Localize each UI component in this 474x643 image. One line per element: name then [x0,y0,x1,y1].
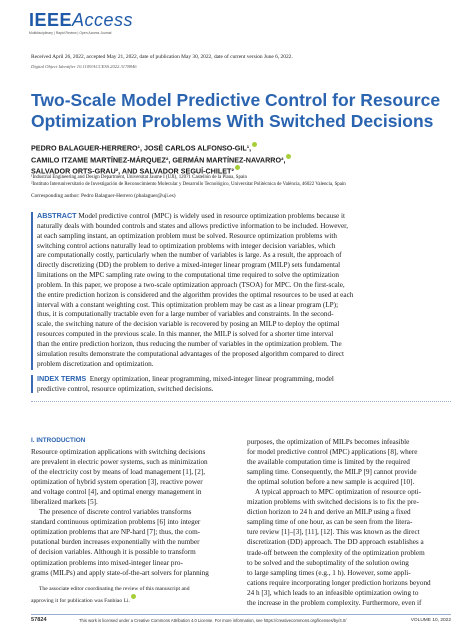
body-line: discretization (DD) approach. The DD approach establishes a [247,538,424,547]
footer-rule [31,614,451,615]
body-line: diction horizon to 24 h and derive an MILP using a fixed [247,508,411,517]
abstract-line: are computationally costly, particularly when the number of variables is large. As a result, the approach of [37,251,342,260]
affiliations [31,175,461,188]
page-number: 57824 [31,617,47,623]
abstract-line: switching control actions naturally lead to optimization problems with integer decision variables, which [37,241,336,250]
abstract-line: at each sampling instant, an optimization problem must be solved. Resource optimization problems with [37,231,338,240]
footer [31,617,451,627]
journal-logo-sub: Access [72,10,134,30]
body-line: cations require incorporating longer prediction horizons beyond [247,578,431,587]
body-line: The presence of discrete control variables transforms [39,508,192,517]
body-line: sampling time. Consequently, the MILP [9] cannot provide [247,468,417,477]
abstract-line: ABSTRACT Model predictive control (MPC) is widely used in resource optimization problems because it [37,211,346,220]
index-terms [37,374,450,395]
abstract-line: resources computed in the previous scale. In this manner, the MILP is solved for a shorter time interval [37,330,334,339]
volume: VOLUME 10, 2022 [410,618,451,623]
body-line: the available computation time is limited by the required [247,458,410,467]
index-terms-heading: INDEX TERMS [37,374,87,383]
corresponding-author: Corresponding author: Pedro Balaguer-Herrero (pbalaguer@uji.es) [31,193,176,199]
author-list [31,142,451,177]
abstract-line: thus, it is computationally tractable even for a large number of variables and constraints. In the second- [37,310,334,319]
body-line: purposes, the optimization of MILPs becomes infeasible [247,438,410,446]
right-column [247,437,451,608]
author-line: CAMILO ITZAME MARTÍNEZ-MÁRQUEZ², GERMÁN MARTÍNEZ-NAVARRO², [31,154,451,166]
body-line: mization problems with switched decisions is to fix the pre- [247,498,419,507]
left-column [31,447,235,578]
body-line: to be solved and the suboptimality of the solution owing [247,558,409,567]
abstract-line: problem discretization and optimization. [37,359,154,368]
body-line: the optimal solution before a new sample is acquired [10]. [247,478,415,487]
body-line: putational burden increases exponentially with the number [31,538,200,547]
body-line: trade-off between the complexity of the optimization problem [247,548,425,557]
index-terms-accent-bar [31,375,33,393]
body-line: optimization problems into mixed-integer linear pro- [31,558,183,567]
abstract-line: than the entire prediction horizon, thus reducing the number of variables in the optimization problem. The [37,339,342,348]
body-line: optimization of hybrid system operation [3], reactive power [31,478,203,487]
publication-dates: Received April 26, 2022, accepted May 21, 2022, date of publication May 30, 2022, date of current version June 6, 2022. [31,54,293,60]
body-line: of decision variables. Although it is possible to transform [31,548,196,557]
body-line: grams (MILPs) and apply state-of-the-art solvers for planning [31,568,209,577]
body-line: sampling time of one hour, as can be seen from the litera- [247,518,413,527]
abstract-line: scale, the switching nature of the decision variable is recovered by posing an MILP to deploy the optimal [37,320,340,329]
affiliation-line: ²Instituto Interuniversitario de Investigación de Reconocimiento Molecular y Desarrollo Tecnológico, Universitat Politècnica de València, 46022 Valencia, Spain [31,181,346,187]
index-terms-line: predictive control, resource optimization, switched decisions. [37,384,214,393]
abstract-line: naturally deals with bounded controls and states and allows predictive information to be included. However, [37,221,349,230]
footnote-line: approving it for publication was Fanbiao Li. [31,594,235,605]
abstract-line: the entire prediction horizon is considered and the algorithm provides the optimal resources to be used at each [37,290,354,299]
body-line: and voltage control [4], and optimal energy management in [31,488,202,497]
body-line: 24 h [3], which leads to an infeasible optimization owing to [247,588,419,597]
orcid-icon[interactable] [131,594,136,599]
body-line: Resource optimization applications with switching decisions [31,448,206,456]
doi: Digital Object Identifier 10.1109/ACCESS.2022.3178846 [31,64,137,69]
body-line: standard continuous optimization problems [6] into integer [31,518,201,527]
body-line: A typical approach to MPC optimization of resource opti- [255,488,422,497]
section-divider [31,401,451,402]
orcid-icon[interactable] [286,154,291,159]
abstract [37,211,450,370]
abstract-heading: ABSTRACT [37,211,77,220]
abstract-line: problem. In this paper, we propose a two-scale optimization approach (TSOA) for MPC. On the first-scale, [37,280,345,289]
abstract-line: directly discretizing (DD) the problem to derive a mixed-integer linear program (MILP) sets fundamental [37,261,341,270]
footnote-line: The associate editor coordinating the review of this manuscript and [39,586,190,592]
body-line: liberalized markets [5]. [31,498,98,507]
title-line: Two-Scale Model Predictive Control for Resource [31,90,441,110]
editor-footnote [31,586,235,605]
author-line: SALVADOR ORTS-GRAU², AND SALVADOR SEGUÍ-CHILET² [31,165,451,177]
orcid-icon[interactable] [252,142,257,147]
paper-title [31,90,451,132]
journal-logo [29,10,133,31]
body-line: ture review [1]–[3], [11], [12]. This was known as the direct [247,528,420,537]
license-text[interactable]: This work is licensed under a Creative Commons Attribution 4.0 License. For more information, see https://creativecommons.org/licenses/by/4.0/ [79,618,347,623]
section-heading: I. INTRODUCTION [31,437,86,444]
abstract-accent-bar [31,212,33,370]
author-line: PEDRO BALAGUER-HERRERO¹, JOSÉ CARLOS ALFONSO-GIL¹, [31,142,451,154]
abstract-line: simulation results demonstrate the computational advantages of the proposed algorithm compared to direct [37,349,344,358]
title-line: Optimization Problems With Switched Decisions [31,111,434,131]
journal-tagline: Multidisciplinary | Rapid Review | Open Access Journal [29,31,112,35]
body-line: are prevalent in electric power systems, such as minimization [31,458,208,467]
abstract-line: limitations on the MPC sampling rate owing to the computational time required to solve the optimization [37,271,340,280]
body-line: the increase in the problem complexity. Furthermore, even if [247,598,422,607]
abstract-line: interval with a constant weighting cost. This optimization problem may be cast as a linear program (LP); [37,300,339,309]
body-line: for model predictive control (MPC) applications [8], where [247,448,418,457]
index-terms-line: INDEX TERMS Energy optimization, linear programming, mixed-integer linear programming, model [37,374,334,383]
body-line: of the electricity cost by means of load management [1], [2], [31,468,206,477]
affiliation-line: ¹Industrial Engineering and Design Department, Universitat Jaume I (UJI), 12071 Castellón de la Plana, Spain [31,175,247,180]
body-line: optimization problems that are NP-hard [7]; thus, the com- [31,528,201,537]
orcid-icon[interactable] [235,165,240,170]
body-line: to large sampling times (e.g., 1 h). However, some appli- [247,568,411,577]
journal-logo-name: IEEE [29,10,73,30]
